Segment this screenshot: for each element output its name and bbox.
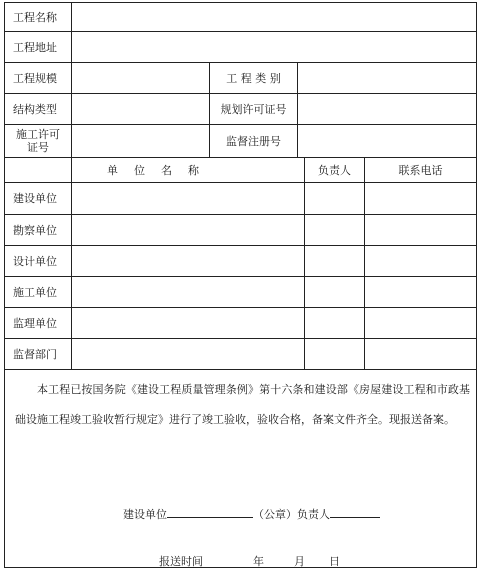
planning-permit-field[interactable] — [298, 94, 476, 124]
unit-name-field[interactable] — [72, 308, 304, 338]
project-category-field[interactable] — [298, 63, 476, 93]
responsible-header: 负责人 — [318, 163, 351, 177]
unit-name-field[interactable] — [72, 215, 304, 245]
unit-responsible-field[interactable] — [305, 246, 364, 276]
project-name-field[interactable] — [72, 3, 476, 31]
filing-statement: 本工程已按国务院《建设工程质量管理条例》第十六条和建设部《房屋建设工程和市政基础设施工程竣工验收暂行规定》进行了竣工验收，验收合格，备案文件齐全。现报送备案。 — [15, 383, 470, 426]
signature-unit-label: 建设单位 — [123, 508, 167, 521]
rule — [5, 369, 476, 370]
signature-seal-label: （公章）负责人 — [253, 508, 330, 521]
date-year-label: 年 — [253, 555, 264, 568]
supervision-reg-field[interactable] — [298, 125, 476, 157]
unit-row-label: 建设单位 — [13, 192, 57, 205]
unit-row-label: 勘察单位 — [13, 223, 57, 237]
date-month-label: 月 — [294, 555, 305, 568]
structure-type-field[interactable] — [72, 94, 209, 124]
planning-permit-label: 规划许可证号 — [220, 102, 287, 116]
unit-phone-field[interactable] — [365, 215, 476, 245]
unit-name-field[interactable] — [72, 246, 304, 276]
project-scale-label: 工程规模 — [13, 71, 57, 85]
project-name-label: 工程名称 — [13, 10, 57, 24]
unit-name-field[interactable] — [72, 183, 304, 214]
unit-responsible-field[interactable] — [305, 183, 364, 214]
unit-row-label: 监督部门 — [13, 347, 57, 361]
unit-name-header: 单 位 名 称 — [107, 163, 202, 177]
project-category-label: 工 程 类 别 — [226, 71, 281, 85]
unit-responsible-field[interactable] — [305, 339, 364, 369]
unit-row-label: 施工单位 — [13, 285, 57, 299]
responsible-signature-blank[interactable] — [330, 507, 380, 518]
construction-permit-field[interactable] — [72, 125, 209, 157]
unit-name-field[interactable] — [72, 339, 304, 369]
project-address-field[interactable] — [72, 32, 476, 62]
submission-date-line — [145, 541, 340, 583]
unit-phone-field[interactable] — [365, 246, 476, 276]
unit-row-label: 监理单位 — [13, 316, 57, 330]
unit-signature-blank[interactable] — [167, 507, 253, 518]
construction-permit-label — [5, 125, 71, 157]
phone-header: 联系电话 — [398, 163, 443, 177]
construction-permit-label-line1: 施工许可 — [16, 128, 60, 141]
unit-responsible-field[interactable] — [305, 308, 364, 338]
unit-phone-field[interactable] — [365, 183, 476, 214]
project-address-label: 工程地址 — [13, 40, 57, 54]
unit-phone-field[interactable] — [365, 339, 476, 369]
construction-permit-label-line2: 证号 — [27, 141, 49, 154]
unit-phone-field[interactable] — [365, 277, 476, 307]
signature-line — [109, 493, 380, 536]
submission-date-label: 报送时间 — [159, 555, 203, 568]
unit-name-field[interactable] — [72, 277, 304, 307]
unit-phone-field[interactable] — [365, 308, 476, 338]
unit-row-label: 设计单位 — [13, 254, 57, 268]
structure-type-label: 结构类型 — [13, 102, 57, 116]
filing-form — [4, 2, 477, 568]
date-day-label: 日 — [329, 555, 340, 568]
supervision-reg-label: 监督注册号 — [226, 134, 281, 148]
unit-responsible-field[interactable] — [305, 215, 364, 245]
project-scale-field[interactable] — [72, 63, 209, 93]
unit-responsible-field[interactable] — [305, 277, 364, 307]
